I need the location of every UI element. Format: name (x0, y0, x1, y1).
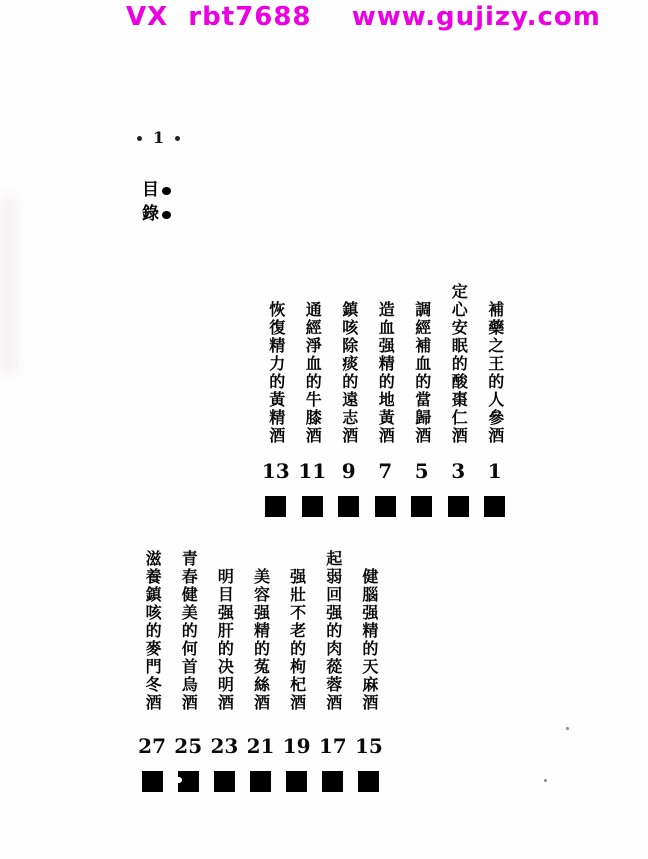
entry-page-number: 7 (378, 459, 393, 483)
entry-page-number: 11 (298, 459, 327, 483)
black-square-marker (448, 496, 469, 517)
entry-page-number: 3 (451, 459, 466, 483)
entry-title: 恢復精力的黃精酒 (266, 301, 286, 445)
entry-title-wrap (361, 548, 377, 712)
entry-title: 起弱回强的肉蓯蓉酒 (323, 550, 343, 712)
entry-title: 明目强肝的决明酒 (215, 568, 235, 712)
entry-title-wrap (143, 548, 163, 712)
toc-entry (258, 281, 295, 517)
entry-title: 補藥之王的人參酒 (485, 301, 505, 445)
toc-entry (331, 281, 368, 517)
entry-title: 通經淨血的牛膝酒 (303, 301, 323, 445)
entry-page-number: 17 (318, 734, 347, 758)
entry-title-wrap (341, 281, 357, 445)
entry-title-wrap (268, 281, 284, 445)
toc-entry (315, 548, 351, 792)
toc-heading (142, 182, 171, 223)
bullet-dot-icon (162, 211, 171, 219)
entry-page-number: 5 (414, 459, 429, 483)
toc-entry (404, 281, 441, 517)
entry-title: 滋養鎮咳的麥門冬酒 (143, 550, 163, 712)
watermark-text: VX rbt7688 www.gujizy.com (126, 2, 601, 32)
scan-smudge (2, 195, 16, 375)
entry-title-wrap (487, 281, 503, 445)
toc-entry (367, 281, 404, 517)
page-number-marker (137, 130, 180, 146)
entry-title: 鎮咳除痰的遠志酒 (339, 301, 359, 445)
toc-entry (351, 548, 387, 792)
black-square-marker (214, 771, 235, 792)
scan-speck (544, 779, 547, 782)
toc-heading-char: 目 (142, 180, 159, 200)
entry-title-wrap (376, 281, 396, 445)
entry-title: 美容强精的菟絲酒 (251, 568, 271, 712)
toc-heading-row (142, 182, 171, 199)
entry-title: 青春健美的何首烏酒 (179, 550, 199, 712)
entry-page-number: 19 (282, 734, 311, 758)
entry-title: 調經補血的當歸酒 (412, 301, 432, 445)
entry-page-number: 1 (487, 459, 502, 483)
entry-title: 健腦强精的天麻酒 (359, 568, 379, 712)
page-number: 1 (153, 128, 165, 147)
toc-group-1 (257, 281, 513, 517)
entry-title-wrap (253, 548, 269, 712)
scan-speck (566, 727, 569, 730)
entry-page-number: 25 (174, 734, 203, 758)
entry-title-wrap (303, 281, 323, 445)
toc-group-2 (134, 548, 387, 792)
toc-entry (242, 548, 278, 792)
entry-title-wrap (325, 548, 341, 712)
toc-entry (170, 548, 206, 792)
black-square-marker (142, 771, 163, 792)
black-square-marker (265, 496, 286, 517)
black-square-marker (338, 496, 359, 517)
entry-page-number: 23 (210, 734, 239, 758)
bullet-dot-icon (137, 136, 142, 141)
toc-entry (477, 281, 514, 517)
toc-heading-char: 錄 (142, 204, 159, 224)
toc-entry (134, 548, 170, 792)
entry-title: 定心安眠的酸棗仁酒 (449, 283, 469, 445)
entry-title-wrap (289, 548, 305, 712)
entry-page-number: 27 (138, 734, 166, 758)
black-square-marker (375, 496, 396, 517)
entry-title-wrap (215, 548, 235, 712)
toc-entry (206, 548, 242, 792)
entry-title: 造血强精的地黃酒 (376, 301, 396, 445)
entry-title-wrap (414, 281, 430, 445)
entry-title-wrap (449, 281, 469, 445)
entry-page-number: 21 (246, 734, 275, 758)
bullet-dot-icon (162, 187, 171, 195)
black-square-marker (250, 771, 271, 792)
toc-entry (294, 281, 331, 517)
toc-entry (440, 281, 477, 517)
black-square-marker (302, 496, 323, 517)
entry-title-wrap (179, 548, 199, 712)
entry-page-number: 13 (261, 459, 290, 483)
toc-entry (279, 548, 315, 792)
black-square-marker (411, 496, 432, 517)
entry-title: 强壯不老的枸杞酒 (287, 568, 307, 712)
black-square-marker (484, 496, 505, 517)
toc-heading-row (142, 206, 171, 223)
black-square-marker (178, 771, 199, 792)
bullet-dot-icon (175, 136, 180, 141)
entry-page-number: 15 (355, 734, 383, 758)
black-square-marker (358, 771, 379, 792)
black-square-marker (286, 771, 307, 792)
black-square-marker (322, 771, 343, 792)
entry-page-number: 9 (341, 459, 356, 483)
